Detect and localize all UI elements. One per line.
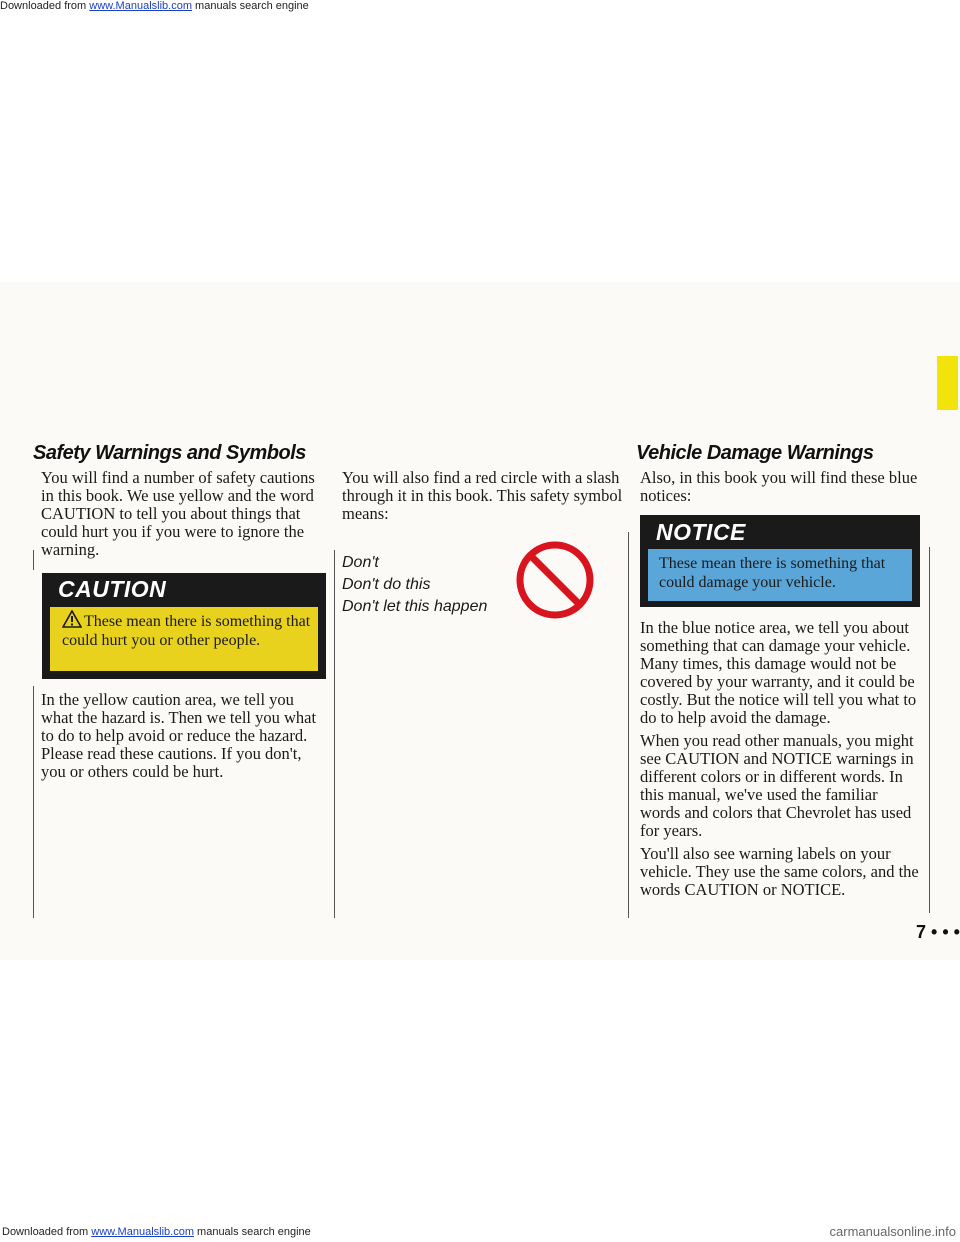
notice-box [640, 515, 920, 607]
symbol-intro-text [342, 469, 627, 528]
caution-panel [50, 607, 318, 671]
notice-message: These mean there is something that could damage your vehicle. [659, 555, 886, 591]
notice-paragraph: When you read other manuals, you might see CAUTION and NOTICE warnings in different colors or in different words. In this manual, we've used the familiar words and colors that Chevrolet has used for years. [640, 731, 914, 840]
section-edge-tab [937, 356, 958, 410]
top-download-banner [0, 0, 309, 12]
safety-warnings-heading: Safety Warnings and Symbols [33, 442, 306, 464]
notice-paragraph: You'll also see warning labels on your vehicle. They use the same colors, and the words CAUTION or NOTICE. [640, 844, 919, 899]
safety-intro-text [41, 469, 317, 564]
column-rule [628, 532, 629, 918]
caution-explanation-paragraph: In the yellow caution area, we tell you what the hazard is. Then we tell you what to do to help avoid or reduce the hazard. Please read these cautions. If you don't, you or others could be hurt. [41, 690, 317, 781]
notice-label: NOTICE [656, 519, 746, 545]
notice-intro-paragraph: Also, in this book you will find these blue notices: [640, 468, 918, 505]
footer-download-banner [2, 1226, 311, 1238]
caution-text-block [62, 610, 312, 650]
top-banner-prefix: Downloaded from [0, 0, 90, 12]
column-rule [33, 550, 34, 570]
notice-paragraph: In the blue notice area, we tell you about something that can damage your vehicle. Many times, this damage would not be covered by your warranty, and it could be costly. But the notice will tell you what to do to help avoid the damage. [640, 618, 917, 727]
column-rule [33, 686, 34, 918]
page-number: 7 • • • [916, 922, 960, 942]
footer-watermark: carmanualsonline.info [829, 1224, 956, 1239]
no-symbol-icon [513, 538, 597, 622]
vehicle-damage-heading: Vehicle Damage Warnings [636, 442, 874, 464]
notice-explanation [640, 619, 922, 904]
caution-message: These mean there is something that could hurt you or other people. [62, 613, 311, 649]
footer-suffix: manuals search engine [193, 1226, 311, 1238]
caution-explanation [41, 691, 321, 786]
notice-panel [648, 549, 912, 601]
footer-prefix: Downloaded from [2, 1226, 92, 1238]
warning-triangle-icon [62, 610, 82, 628]
symbol-intro-paragraph: You will also find a red circle with a slash through it in this book. This safety symbol means: [342, 468, 623, 523]
dont-item: Don't do this [342, 576, 431, 593]
top-banner-suffix: manuals search engine [191, 0, 309, 12]
column-rule [334, 550, 335, 918]
dont-item: Don't let this happen [342, 598, 488, 615]
top-banner-link[interactable]: www.Manualslib.com [89, 0, 192, 12]
dont-list [342, 552, 487, 618]
notice-intro-text [640, 469, 924, 510]
column-rule [929, 547, 930, 913]
footer-link[interactable]: www.Manualslib.com [91, 1226, 194, 1238]
footer [0, 1224, 960, 1242]
safety-intro-paragraph: You will find a number of safety cautions in this book. We use yellow and the word CAUTION to tell you about things that could hurt you if you were to ignore the warning. [41, 468, 315, 559]
caution-label: CAUTION [58, 576, 167, 602]
caution-box [42, 573, 326, 679]
dont-item: Don't [342, 554, 379, 571]
